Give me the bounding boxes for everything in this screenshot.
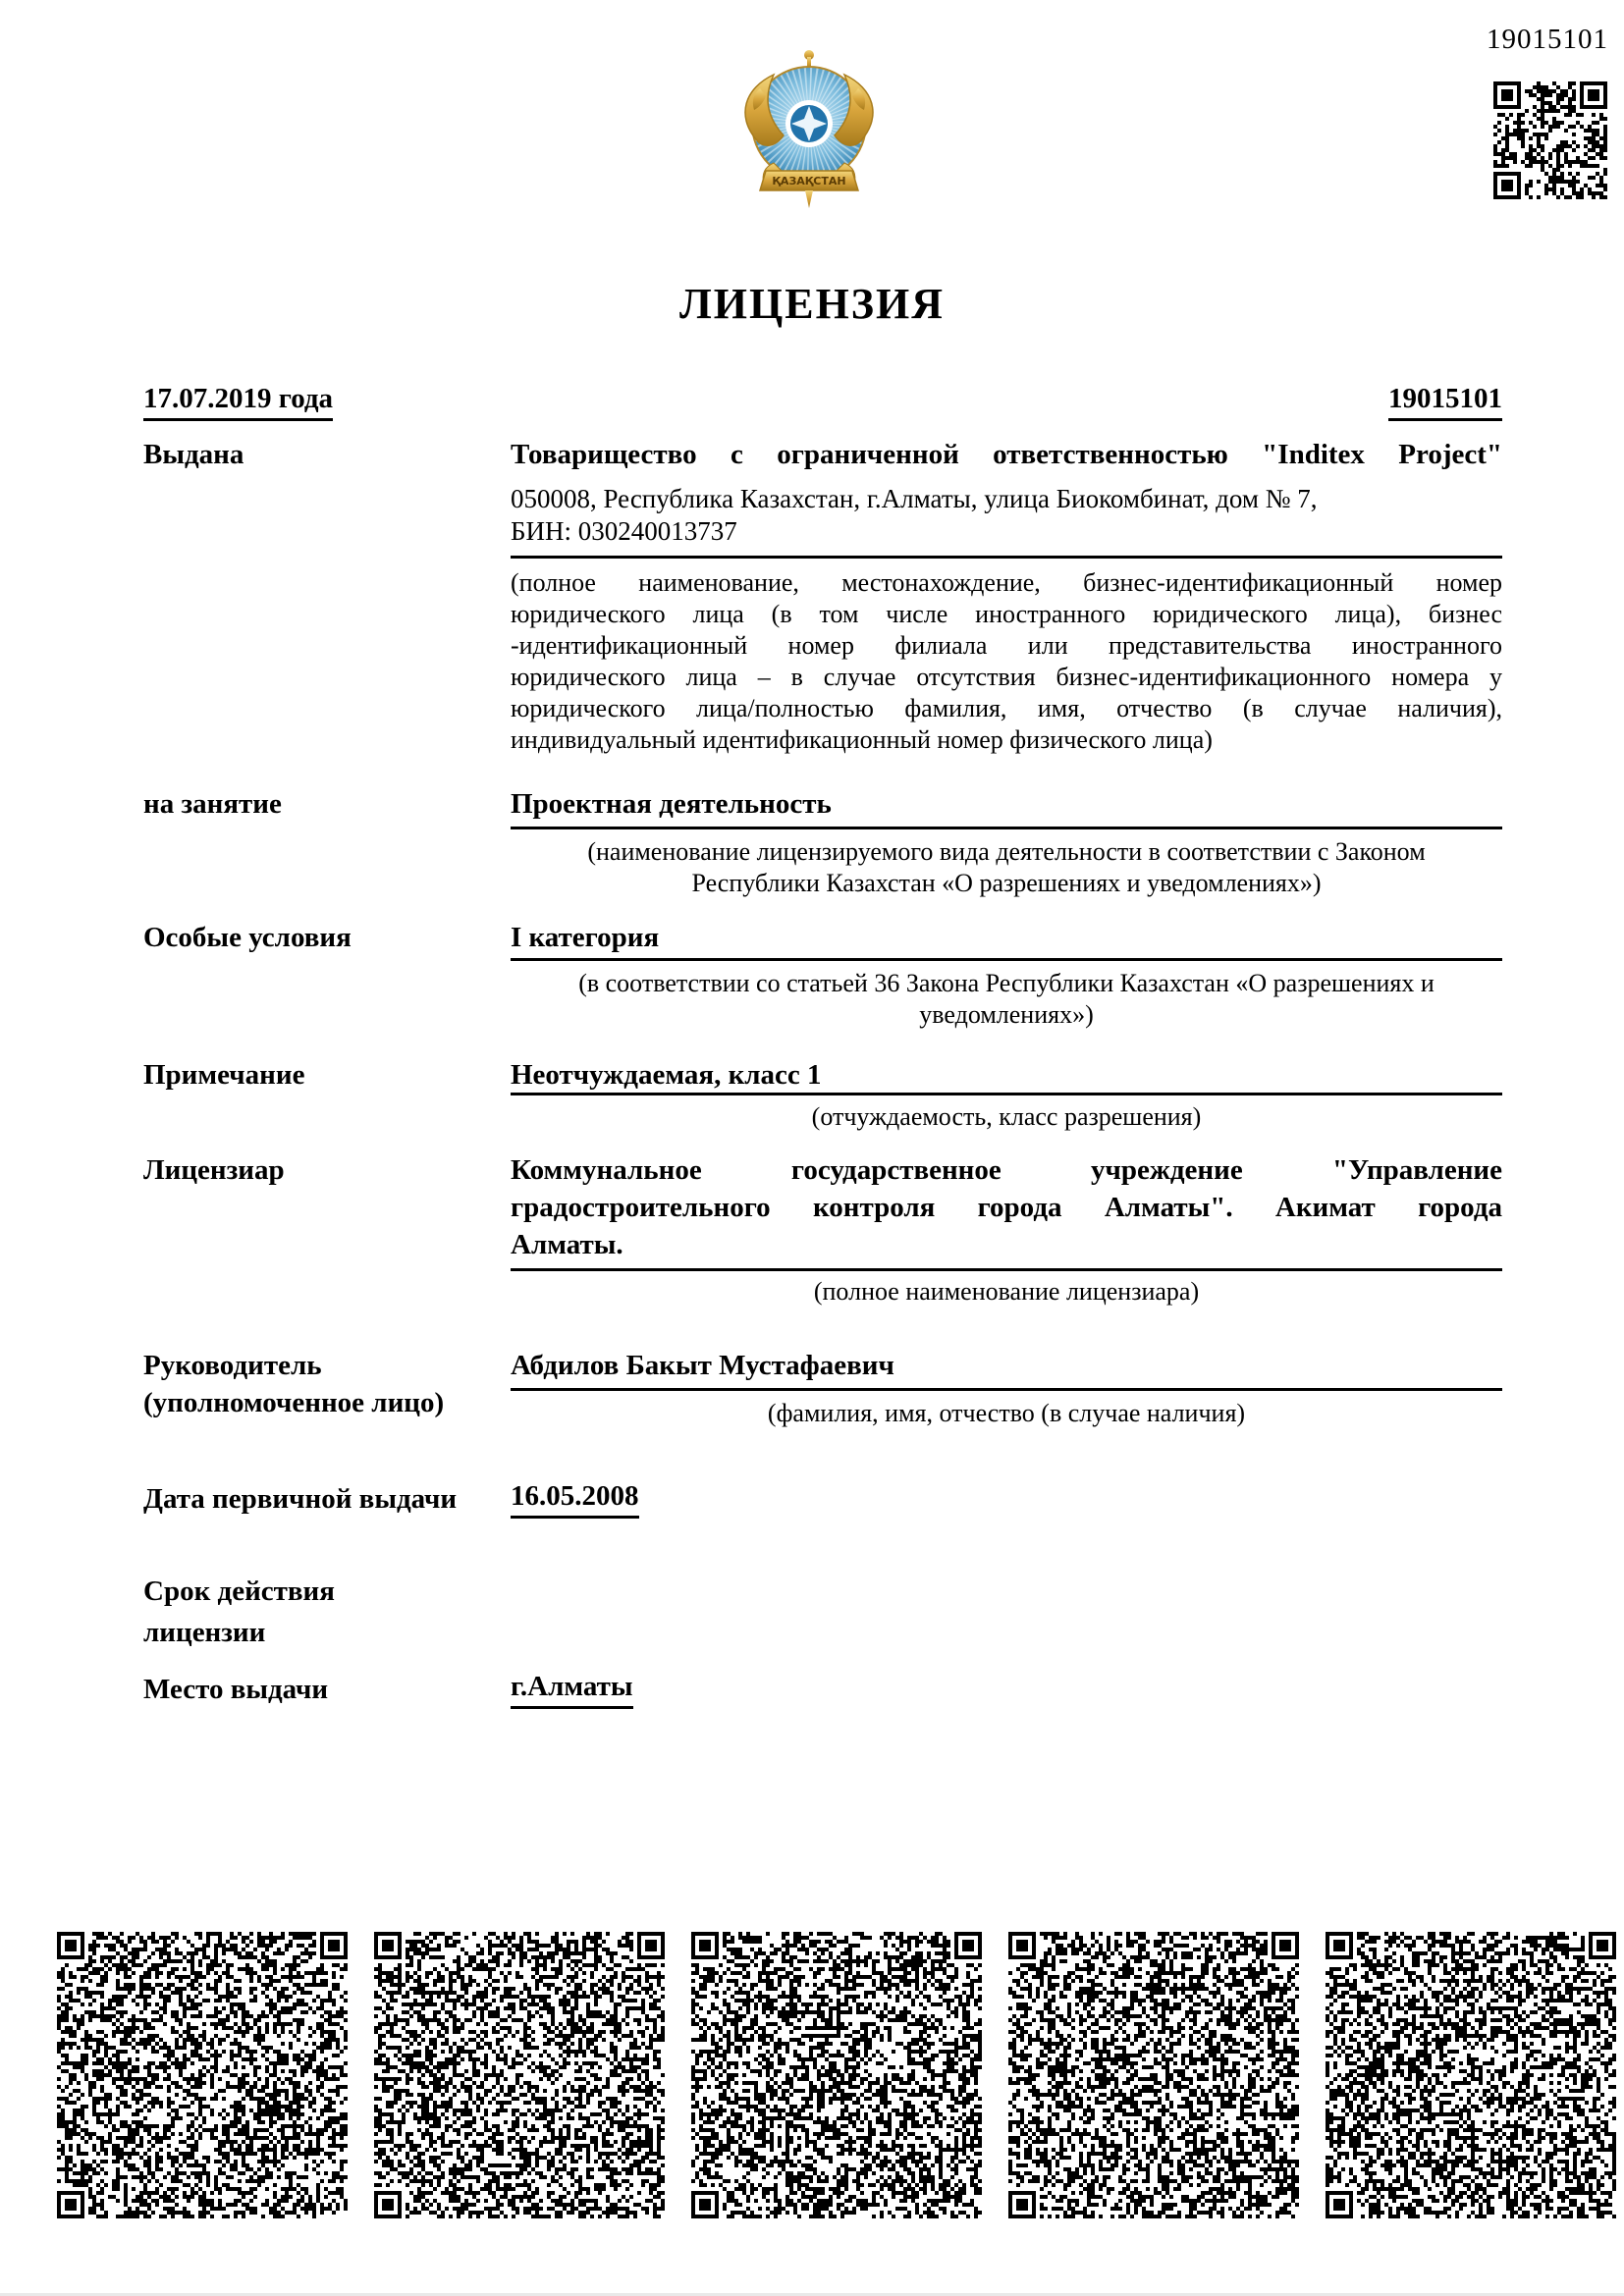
field-value-licensor (511, 1151, 1502, 1263)
issue-date-text: 17.07.2019 года (143, 383, 333, 421)
field-value-remark: Неотчуждаемая, класс 1 (511, 1059, 822, 1091)
kazakhstan-emblem-icon (731, 45, 888, 214)
field-label-head (143, 1347, 444, 1421)
note-line: -идентификационный номер филиала или представительства иностранного (511, 631, 1502, 660)
licensor-line: градостроительного контроля города Алматы". Акимат города (511, 1192, 1502, 1223)
issued-to-note (511, 567, 1502, 756)
licensor-line: Коммунальное государственное учреждение "Управление (511, 1154, 1502, 1186)
note-line: юридического лица – в случае отсутствия бизнес-идентификационного номера у (511, 663, 1502, 691)
note-line: юридического лица/полностью фамилия, имя, отчество (в случае наличия), (511, 694, 1502, 722)
remark-note (511, 1101, 1502, 1133)
field-label-activity: на занятие (143, 788, 282, 820)
field-label-special-conditions: Особые условия (143, 922, 352, 953)
field-label-issue-place: Место выдачи (143, 1674, 329, 1705)
note-line: (в соответствии со статьей 36 Закона Республики Казахстан «О разрешениях и (578, 969, 1435, 997)
qr-code-top-right (1493, 81, 1609, 199)
note-line: (отчуждаемость, класс разрешения) (811, 1102, 1202, 1131)
field-value-company-name: Товарищество с ограниченной ответственностью "Inditex Project" (511, 439, 1502, 470)
activity-note (511, 836, 1502, 899)
head-label-line: Руководитель (143, 1350, 322, 1381)
note-line: (фамилия, имя, отчество (в случае наличия) (767, 1399, 1246, 1427)
field-value-special-conditions: I категория (511, 922, 660, 953)
qr-code-bottom-5 (1326, 1932, 1616, 2218)
note-line: (полное наименование, местонахождение, бизнес-идентификационный номер (511, 568, 1502, 597)
field-value-activity: Проектная деятельность (511, 788, 832, 820)
note-line: уведомлениях») (919, 1000, 1094, 1029)
qr-code-bottom-4 (1008, 1932, 1299, 2218)
issue-date (143, 383, 333, 421)
head-note (511, 1398, 1502, 1429)
field-label-first-issue: Дата первичной выдачи (143, 1483, 458, 1515)
company-address-line: 050008, Республика Казахстан, г.Алматы, улица Биокомбинат, дом № 7, (511, 484, 1318, 513)
field-rule-licensor (511, 1268, 1502, 1271)
field-rule-activity (511, 827, 1502, 829)
license-number (511, 383, 1502, 421)
issue-place-text: г.Алматы (511, 1671, 633, 1709)
svg-text:ҚАЗАҚСТАН: ҚАЗАҚСТАН (772, 175, 846, 187)
validity-label-line: лицензии (143, 1617, 266, 1648)
document-number-top: 19015101 (1487, 24, 1608, 55)
field-value-issue-place (511, 1671, 633, 1709)
qr-code-bottom-3 (691, 1932, 982, 2218)
licensor-note (511, 1276, 1502, 1308)
qr-code-bottom-2 (374, 1932, 665, 2218)
special-conditions-note (511, 968, 1502, 1031)
note-line: юридического лица (в том числе иностранного юридического лица), бизнес (511, 600, 1502, 628)
license-number-text: 19015101 (1388, 383, 1502, 421)
field-value-head: Абдилов Бакыт Мустафаевич (511, 1350, 894, 1381)
field-rule-head (511, 1388, 1502, 1391)
field-value-first-issue (511, 1480, 639, 1519)
field-label-remark: Примечание (143, 1059, 305, 1091)
qr-code-bottom-1 (57, 1932, 348, 2218)
first-issue-date-text: 16.05.2008 (511, 1480, 639, 1519)
company-address (511, 483, 1502, 548)
field-label-licensor: Лицензиар (143, 1154, 285, 1186)
field-label-validity (143, 1571, 335, 1653)
note-line: (полное наименование лицензиара) (813, 1277, 1200, 1306)
note-line: индивидуальный идентификационный номер физического лица) (511, 725, 1213, 754)
field-rule-remark (511, 1093, 1502, 1095)
validity-label-line: Срок действия (143, 1575, 335, 1607)
note-line: (наименование лицензируемого вида деятельности в соответствии с Законом (587, 837, 1426, 866)
licensor-line: Алматы. (511, 1229, 623, 1260)
note-line: Республики Казахстан «О разрешениях и уведомлениях») (691, 869, 1322, 897)
document-title: ЛИЦЕНЗИЯ (678, 280, 946, 328)
field-rule-issued-to (511, 556, 1502, 559)
field-label-issued-to: Выдана (143, 439, 244, 470)
field-rule-special-conditions (511, 958, 1502, 961)
head-label-line: (уполномоченное лицо) (143, 1387, 445, 1418)
company-bin-line: БИН: 030240013737 (511, 516, 737, 546)
